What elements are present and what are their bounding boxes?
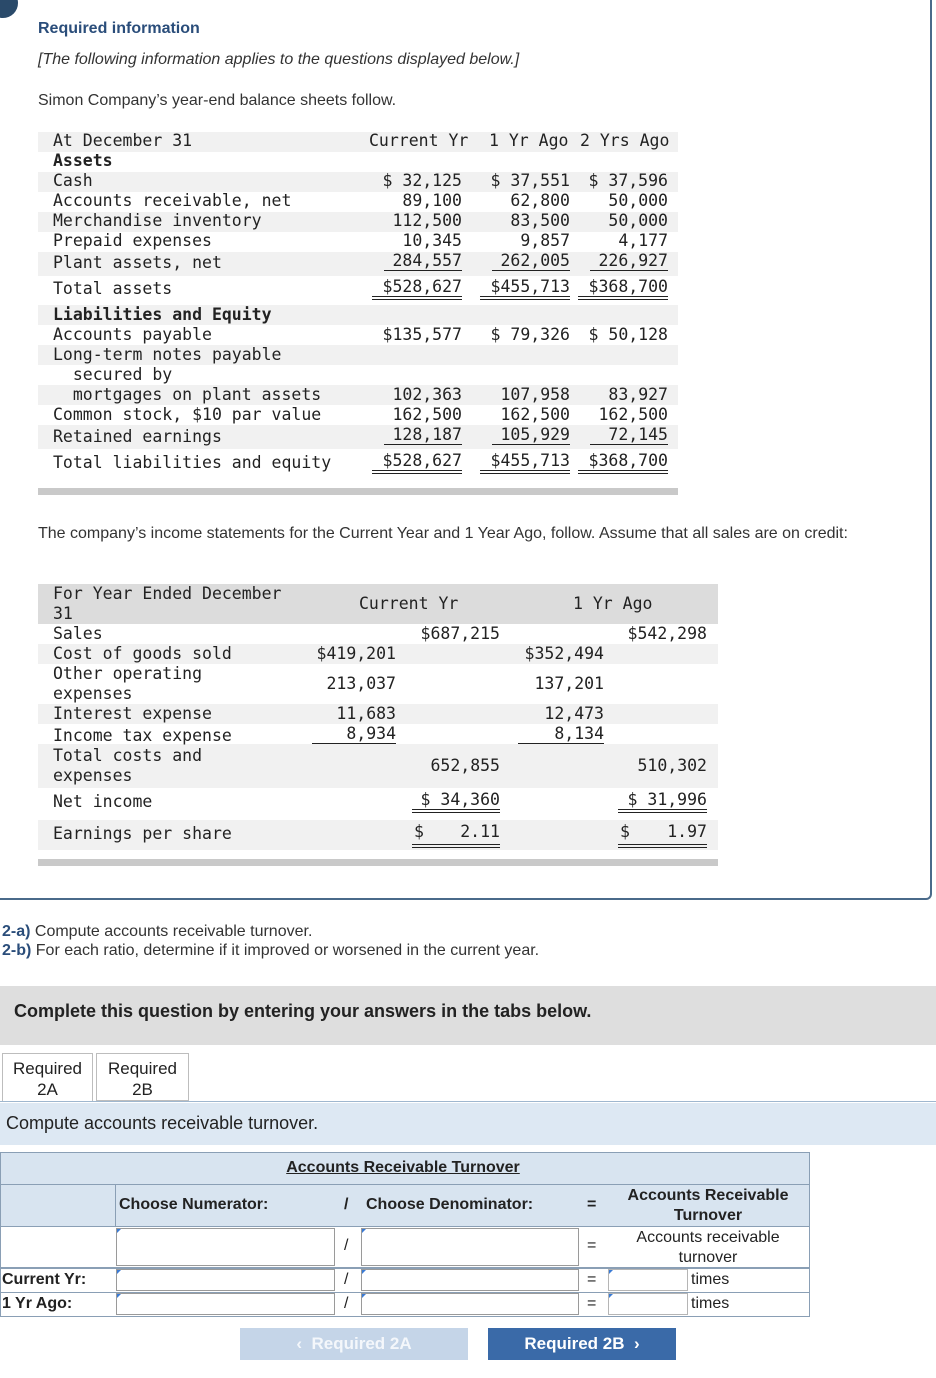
py-equals: = xyxy=(587,1295,597,1312)
py-numerator-input[interactable] xyxy=(116,1293,335,1315)
equals-header: = xyxy=(587,1196,597,1213)
bs-col-current: Current Yr xyxy=(369,131,469,150)
cy-equals: = xyxy=(587,1271,597,1288)
py-denominator-input[interactable] xyxy=(361,1293,579,1315)
row1-equals: = xyxy=(587,1237,597,1254)
instructions-banner: Complete this question by entering your answers in the tabs below. xyxy=(0,986,936,1045)
slash-header: / xyxy=(344,1196,349,1213)
cy-unit: times xyxy=(691,1271,730,1288)
info-note: [The following information applies to the questions displayed below.] xyxy=(38,51,520,68)
grid-title: Accounts Receivable Turnover xyxy=(286,1159,520,1176)
required-info-title: Required information xyxy=(38,20,200,37)
question-2a: 2-a) Compute accounts receivable turnover. xyxy=(2,923,313,940)
is-col-label-1: For Year Ended December xyxy=(53,584,282,603)
numerator-select[interactable] xyxy=(116,1228,335,1266)
denominator-select[interactable] xyxy=(361,1228,579,1266)
py-result-input[interactable] xyxy=(608,1293,688,1315)
chevron-left-icon: ‹ xyxy=(296,1334,303,1353)
bs-bottom-bar xyxy=(38,488,678,495)
current-yr-label: Current Yr: xyxy=(2,1271,87,1288)
is-col-label-2: 31 xyxy=(53,604,73,623)
cy-denominator-input[interactable] xyxy=(361,1269,579,1291)
row1-slash: / xyxy=(344,1237,349,1254)
tab-instruction: Compute accounts receivable turnover. xyxy=(0,1103,936,1145)
corner-badge xyxy=(0,0,18,18)
py-unit: times xyxy=(691,1295,730,1312)
bs-row-secured: secured by xyxy=(53,365,173,384)
is-col-1yr: 1 Yr Ago xyxy=(573,594,653,613)
bs-col-label: At December 31 xyxy=(53,131,193,150)
cy-numerator-input[interactable] xyxy=(116,1269,335,1291)
prev-tab-button[interactable]: ‹ Required 2A xyxy=(240,1328,468,1360)
is-bottom-bar xyxy=(38,859,718,866)
tab-divider xyxy=(0,1101,936,1102)
income-intro: The company’s income statements for the Current Year and 1 Year Ago, follow. Assume that all sales are on credit: xyxy=(38,525,848,542)
py-slash: / xyxy=(344,1295,349,1312)
is-col-current: Current Yr xyxy=(359,594,459,613)
assets-heading: Assets xyxy=(53,151,113,170)
cy-slash: / xyxy=(344,1271,349,1288)
bs-col-2yr: 2 Yrs Ago xyxy=(580,131,670,150)
bs-col-1yr: 1 Yr Ago xyxy=(489,131,569,150)
prior-yr-label: 1 Yr Ago: xyxy=(2,1295,73,1312)
cy-result-input[interactable] xyxy=(608,1269,688,1291)
row-description: Accounts receivable turnover xyxy=(636,1229,780,1266)
next-tab-button[interactable]: Required 2B › xyxy=(488,1328,676,1360)
balance-sheet-intro: Simon Company’s year-end balance sheets follow. xyxy=(38,92,397,109)
bs-row-ltnp: Long-term notes payable xyxy=(53,345,282,364)
tab-required-2a[interactable]: Required 2A xyxy=(2,1053,93,1101)
chevron-right-icon: › xyxy=(633,1334,640,1353)
denominator-header: Choose Denominator: xyxy=(366,1196,534,1213)
result-header: Accounts Receivable Turnover xyxy=(627,1187,789,1224)
numerator-header: Choose Numerator: xyxy=(119,1196,269,1213)
liab-heading: Liabilities and Equity xyxy=(53,305,272,324)
question-2b: 2-b) For each ratio, determine if it improved or worsened in the current year. xyxy=(2,942,540,959)
tab-required-2b[interactable]: Required 2B xyxy=(96,1053,189,1101)
